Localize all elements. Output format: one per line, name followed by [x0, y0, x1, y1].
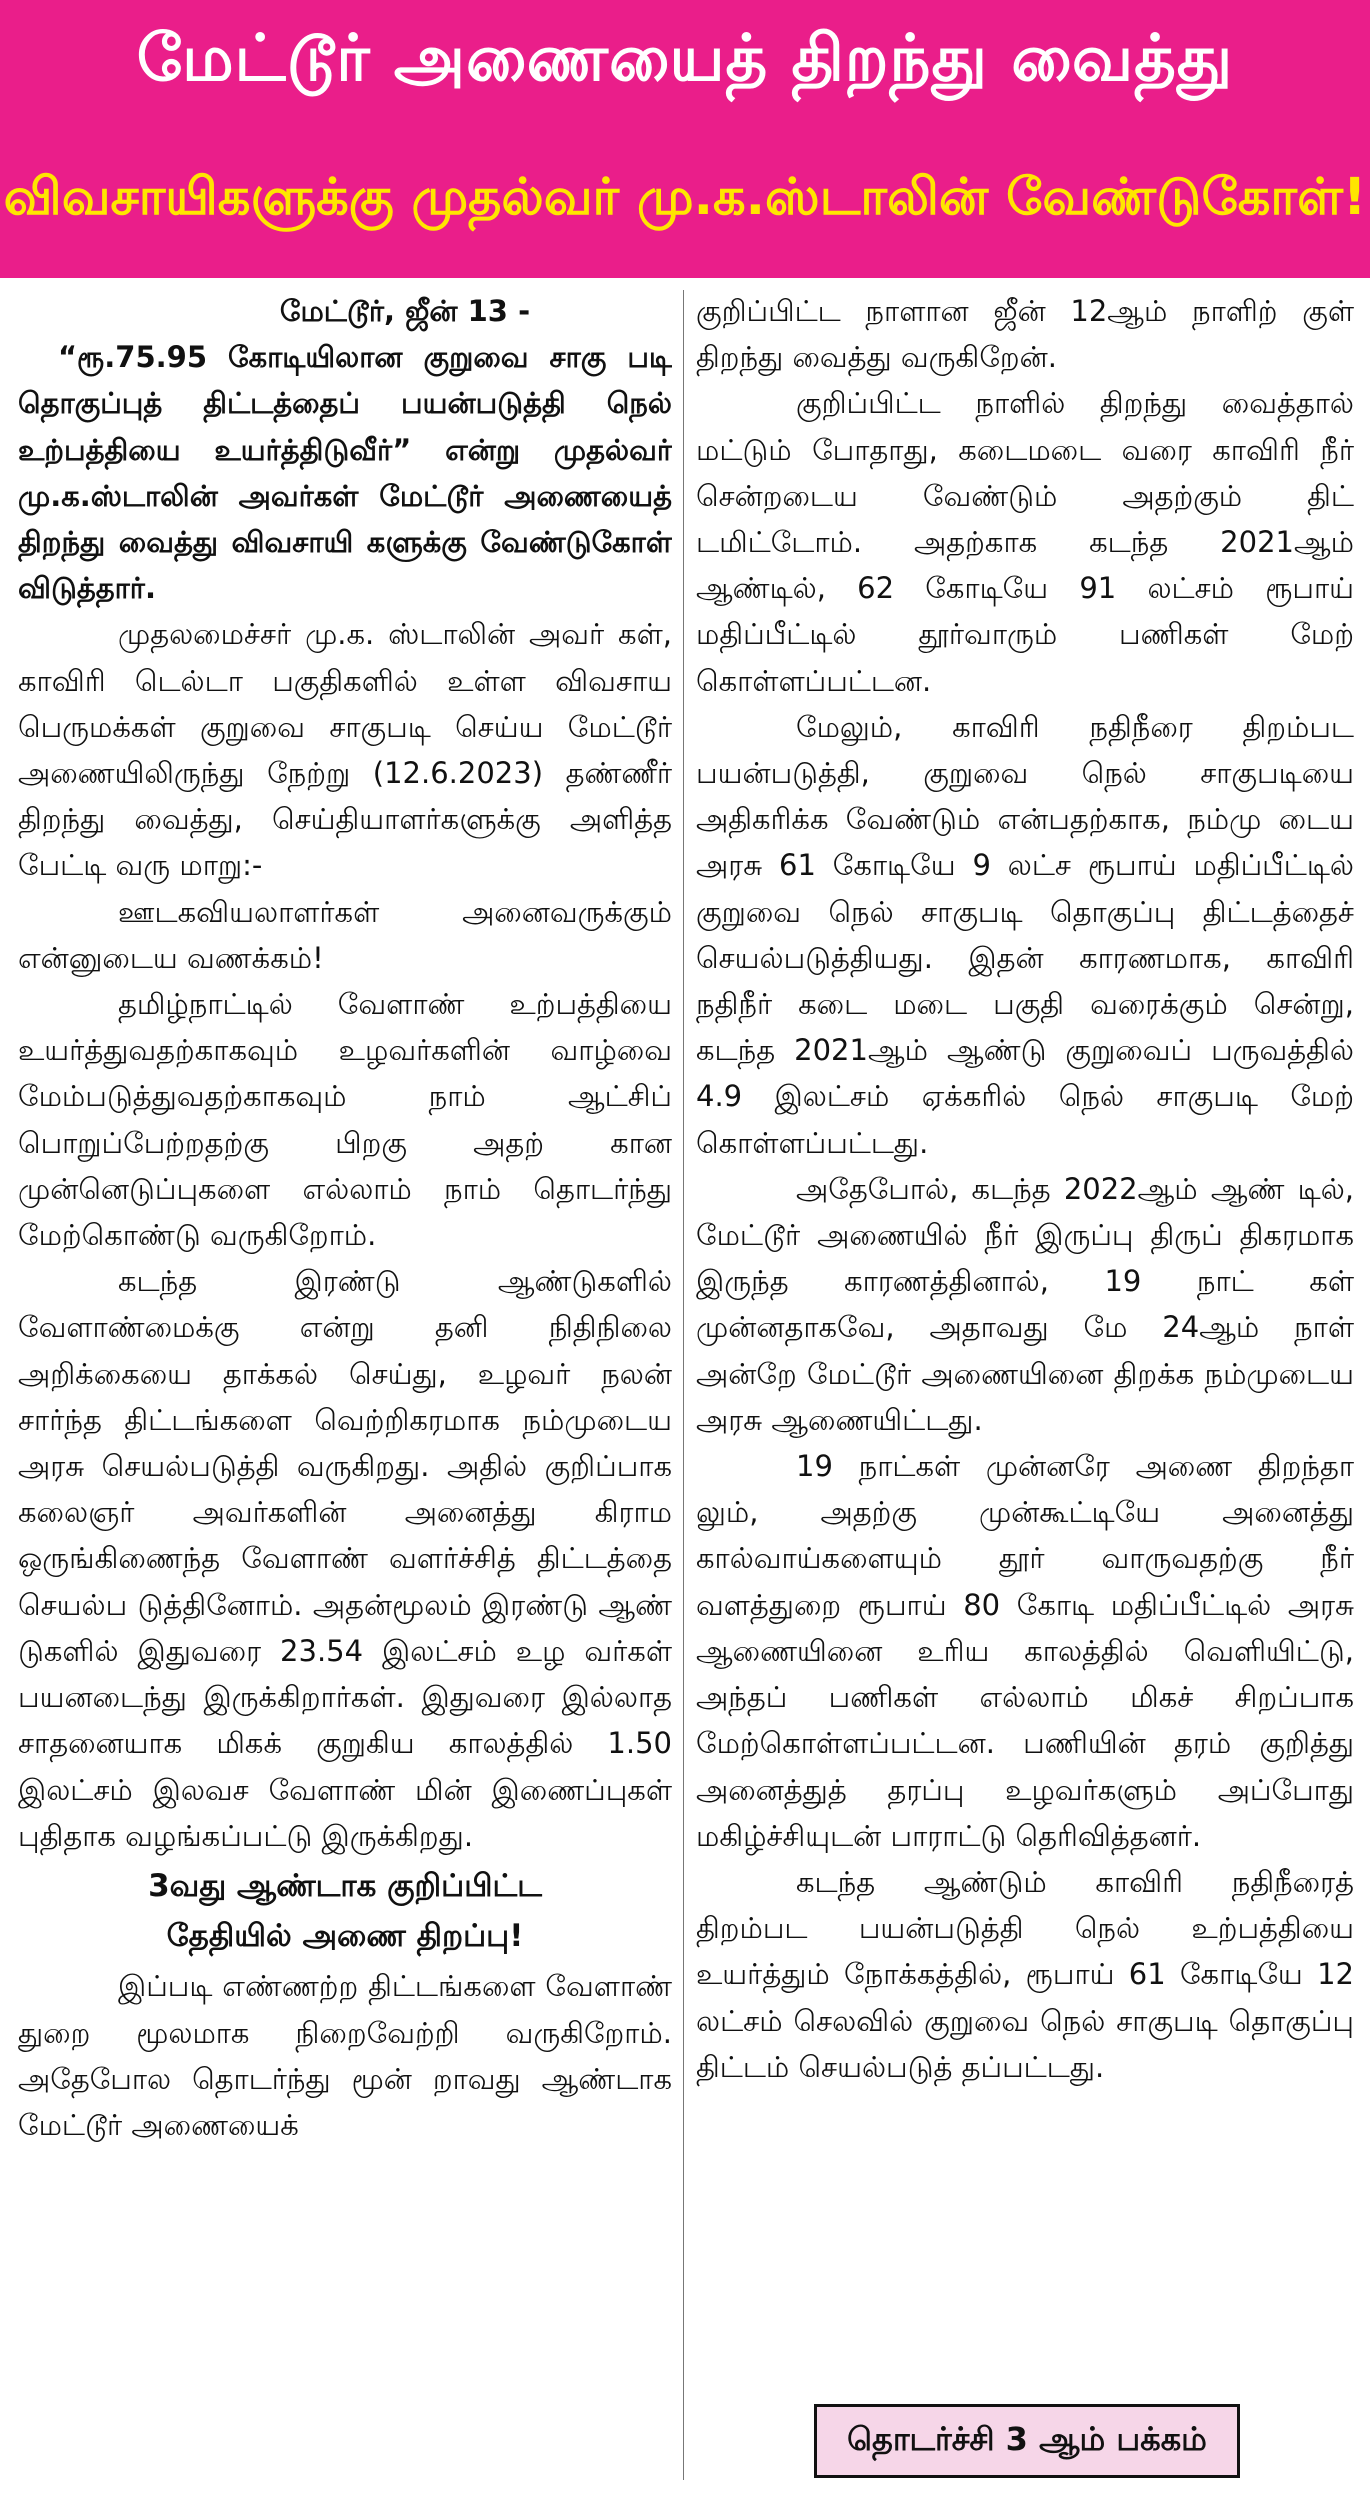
body-paragraph: முதலமைச்சர் மு.க. ஸ்டாலின் அவர் கள், காவிரி டெல்டா பகுதிகளில் உள்ள விவசாய பெருமக்கள் குறுவை சாகுபடி செய்ய மேட்டூர் அணையிலிருந்து நேற்று (12.6.2023) தண்ணீர் திறந்து வைத்து, செய்தியாளர்களுக்கு அளித்த பேட்டி வரு மாறு:- [18, 617, 672, 883]
lead-paragraph: “ரூ.75.95 கோடியிலான குறுவை சாகு படி தொகுப்புத் திட்டத்தைப் பயன்படுத்தி நெல் உற்பத்தியை உயர்த்திடுவீர்” என்று முதல்வர் மு.க.ஸ்டாலின் அவர்கள் மேட்டூர் அணையைத் திறந்து வைத்து விவசாயி களுக்கு வேண்டுகோள் விடுத்தார். [18, 340, 672, 606]
body-paragraph: அதேபோல், கடந்த 2022ஆம் ஆண் டில், மேட்டூர் அணையில் நீர் இருப்பு திருப் திகரமாக இருந்த காரணத்தினால், 19 நாட் கள் முன்னதாகவே, அதாவது மே 24ஆம் நாள் அன்றே மேட்டூர் அணையினை திறக்க நம்முடைய அரசு ஆணையிட்டது. [696, 1171, 1354, 1437]
article-column-right [696, 288, 1354, 2388]
body-paragraph: ஊடகவியலாளர்கள் அனைவருக்கும் என்னுடைய வணக்கம்! [18, 894, 672, 975]
article-column-left [18, 288, 672, 2468]
headline-line-2: விவசாயிகளுக்கு முதல்வர் மு.க.ஸ்டாலின் வேண்டுகோள்! [3, 167, 1367, 227]
dateline: மேட்டூர், ஜீன் 13 - [279, 294, 531, 328]
headline-banner [0, 0, 1370, 278]
continuation-box: தொடர்ச்சி 3 ஆம் பக்கம் [814, 2404, 1240, 2478]
subheading-line-2: தேதியில் அணை திறப்பு! [166, 1918, 524, 1955]
body-paragraph: 19 நாட்கள் முன்னரே அணை திறந்தா லும், அதற்கு முன்கூட்டியே அனைத்து கால்வாய்களையும் தூர் வாருவதற்கு நீர் வளத்துறை ரூபாய் 80 கோடி மதிப்பீட்டில் அரசு ஆணையினை உரிய காலத்தில் வெளியிட்டு, அந்தப் பணிகள் எல்லாம் மிகச் சிறப்பாக மேற்கொள்ளப்பட்டன. பணியின் தரம் குறித்து அனைத்துத் தரப்பு உழவர்களும் அப்போது மகிழ்ச்சியுடன் பாராட்டு தெரிவித்தனர். [696, 1449, 1354, 1853]
body-paragraph: குறிப்பிட்ட நாளில் திறந்து வைத்தால் மட்டும் போதாது, கடைமடை வரை காவிரி நீர் சென்றடைய வேண்டும் அதற்கும் திட் டமிட்டோம். அதற்காக கடந்த 2021ஆம் ஆண்டில், 62 கோடியே 91 லட்சம் ரூபாய் மதிப்பீட்டில் தூர்வாரும் பணிகள் மேற் கொள்ளப்பட்டன. [696, 386, 1354, 698]
body-paragraph: இப்படி எண்ணற்ற திட்டங்களை வேளாண் துறை மூலமாக நிறைவேற்றி வருகிறோம். அதேபோல தொடர்ந்து மூன் றாவது ஆண்டாக மேட்டூர் அணையைக் [18, 1969, 672, 2142]
body-paragraph: தமிழ்நாட்டில் வேளாண் உற்பத்தியை உயர்த்துவதற்காகவும் உழவர்களின் வாழ்வை மேம்படுத்துவதற்காகவும் நாம் ஆட்சிப் பொறுப்பேற்றதற்கு பிறகு அதற் கான முன்னெடுப்புகளை எல்லாம் நாம் தொடர்ந்து மேற்கொண்டு வருகிறோம். [18, 987, 672, 1253]
headline-line-1: மேட்டூர் அணையைத் திறந்து வைத்து [136, 21, 1234, 96]
body-paragraph: மேலும், காவிரி நதிநீரை திறம்பட பயன்படுத்தி, குறுவை நெல் சாகுபடியை அதிகரிக்க வேண்டும் என்பதற்காக, நம்மு டைய அரசு 61 கோடியே 9 லட்ச ரூபாய் மதிப்பீட்டில் குறுவை நெல் சாகுபடி தொகுப்பு திட்டத்தைச் செயல்படுத்தியது. இதன் காரணமாக, காவிரி நதிநீர் கடை மடை பகுதி வரைக்கும் சென்று, கடந்த 2021ஆம் ஆண்டு குறுவைப் பருவத்தில் 4.9 இலட்சம் ஏக்கரில் நெல் சாகுபடி மேற் கொள்ளப்பட்டது. [696, 709, 1354, 1160]
body-paragraph: கடந்த ஆண்டும் காவிரி நதிநீரைத் திறம்பட பயன்படுத்தி நெல் உற்பத்தியை உயர்த்தும் நோக்கத்தில், ரூபாய் 61 கோடியே 12 லட்சம் செலவில் குறுவை நெல் சாகுபடி தொகுப்பு திட்டம் செயல்படுத் தப்பட்டது. [696, 1864, 1354, 2084]
body-paragraph: குறிப்பிட்ட நாளான ஜீன் 12ஆம் நாளிற் குள் திறந்து வைத்து வருகிறேன். [696, 294, 1354, 375]
subheading-line-1: 3வது ஆண்டாக குறிப்பிட்ட [148, 1867, 542, 1904]
column-divider [683, 290, 684, 2480]
body-paragraph: கடந்த இரண்டு ஆண்டுகளில் வேளாண்மைக்கு என்று தனி நிதிநிலை அறிக்கையை தாக்கல் செய்து, உழவர் நலன் சார்ந்த திட்டங்களை வெற்றிகரமாக நம்முடைய அரசு செயல்படுத்தி வருகிறது. அதில் குறிப்பாக கலைஞர் அவர்களின் அனைத்து கிராம ஒருங்கிணைந்த வேளாண் வளர்ச்சித் திட்டத்தை செயல்ப டுத்தினோம். அதன்மூலம் இரண்டு ஆண் டுகளில் இதுவரை 23.54 இலட்சம் உழ வர்கள் பயனடைந்து இருக்கிறார்கள். இதுவரை இல்லாத சாதனையாக மிகக் குறுகிய காலத்தில் 1.50 இலட்சம் இலவச வேளாண் மின் இணைப்புகள் புதிதாக வழங்கப்பட்டு இருக்கிறது. [18, 1264, 672, 1853]
